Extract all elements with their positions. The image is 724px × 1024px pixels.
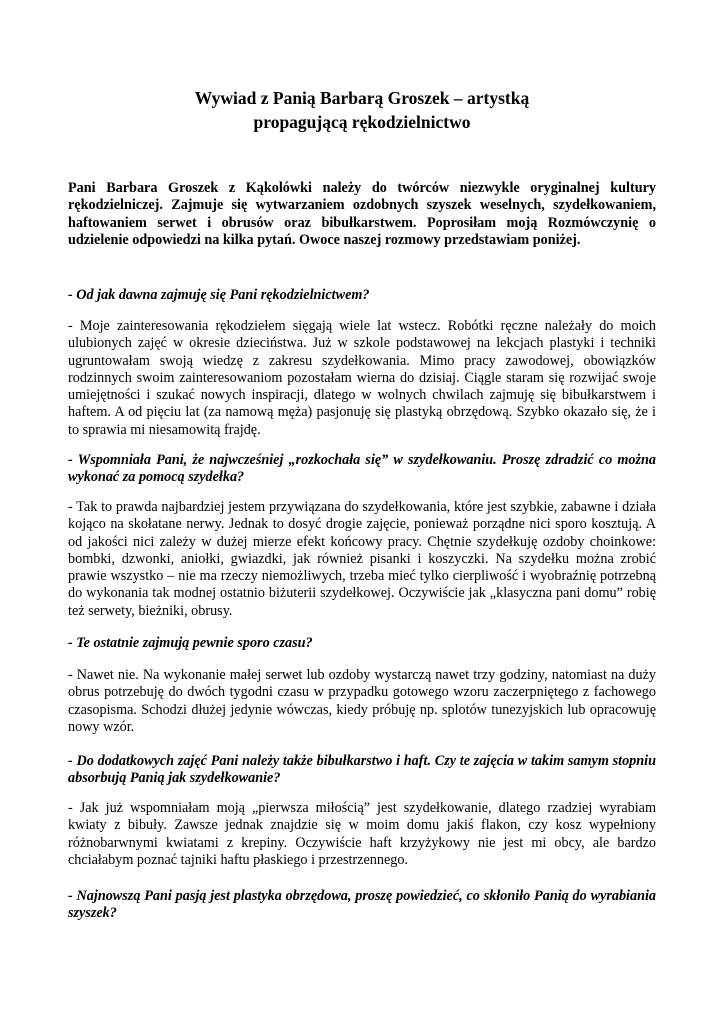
intro-paragraph: Pani Barbara Groszek z Kąkolówki należy do twórców niezwykle oryginalnej kultury rękodzielniczej. Zajmuje się wytwarzaniem ozdobnych szyszek weselnych, szydełkowaniem, haftowaniem serwet i obrusów oraz bibułkarstwem. Poprosiłam moją Rozmówczynię o udzielenie odpowiedzi na kilka pytań. Owoce naszej rozmowy przedstawiam poniżej. (68, 180, 656, 248)
document-title (68, 86, 656, 134)
title-line-1: Wywiad z Panią Barbarą Groszek – artystką (194, 88, 530, 108)
question-3: - Te ostatnie zajmują pewnie sporo czasu? (68, 635, 313, 651)
answer-2: - Tak to prawda najbardziej jestem przywiązana do szydełkowania, które jest szybkie, zabawne i działa kojąco na skołatane nerwy. Jednak to dosyć drogie zajęcie, ponieważ porządne nici sporo kosztują. A od jakości nici zależy w dużej mierze efekt końcowy pracy. Chętnie szydełkuję ozdoby choinkowe: bombki, dzwonki, aniołki, gwiazdki, jak również pisanki i koszyczki. Na szydełku można zrobić prawie wszystko – nie ma rzeczy niemożliwych, trzeba mieć tylko cierpliwość i wyobraźnię potrzebną do wykonania tak modnej ostatnio biżuterii szydełkowej. Oczywiście jak „klasyczna pani domu” robię też serwety, bieżniki, obrusy. (68, 499, 656, 619)
question-4: - Do dodatkowych zajęć Pani należy także bibułkarstwo i haft. Czy te zajęcia w takim samym stopniu absorbują Panią jak szydełkowanie? (68, 753, 656, 787)
question-2: - Wspomniała Pani, że najwcześniej „rozkochała się” w szydełkowaniu. Proszę zdradzić co można wykonać za pomocą szydełka? (68, 452, 656, 486)
question-5: - Najnowszą Pani pasją jest plastyka obrzędowa, proszę powiedzieć, co skłoniło Panią do wyrabiania szyszek? (68, 888, 656, 922)
title-line-2: propagującą rękodzielnictwo (253, 112, 471, 132)
answer-1: - Moje zainteresowania rękodziełem sięgają wiele lat wstecz. Robótki ręczne należały do moich ulubionych zajęć w okresie dzieciństwa. Już w szkole podstawowej na lekcjach plastyki i techniki ugruntowałam swoją wiedzę z zakresu szydełkowania. Mimo pracy zawodowej, obowiązków rodzinnych swoim zainteresowaniom pozostałam wierna do dzisiaj. Ciągle staram się rozwijać swoje umiejętności i szukać nowych inspiracji, dlatego w wolnych chwilach zajmuję się bibułkarstwem i haftem. A od pięciu lat (za namową męża) pasjonuję się plastyką obrzędową. Szybko okazało się, że i to sprawia mi niesamowitą frajdę. (68, 318, 656, 438)
question-1: - Od jak dawna zajmuję się Pani rękodzielnictwem? (68, 287, 370, 303)
answer-4: - Jak już wspomniałam moją „pierwsza miłością” jest szydełkowanie, dlatego rzadziej wyrabiam kwiaty z bibuły. Zawsze jednak znajdzie się w moim domu jakiś flakon, czy kosz wypełniony różnobarwnymi kwiatami z krepiny. Oczywiście haft krzyżykowy nie jest mi obcy, ale bardzo chciałabym poznać tajniki haftu płaskiego i przestrzennego. (68, 800, 656, 868)
answer-3: - Nawet nie. Na wykonanie małej serwet lub ozdoby wystarczą nawet trzy godziny, natomiast na duży obrus potrzebuję do dwóch tygodni czasu w przypadku gotowego wzoru zaczerpniętego z fachowego czasopisma. Schodzi dłużej jedynie wówczas, kiedy próbuję np. splotów tunezyjskich lub opracowuję nowy wzór. (68, 667, 656, 735)
